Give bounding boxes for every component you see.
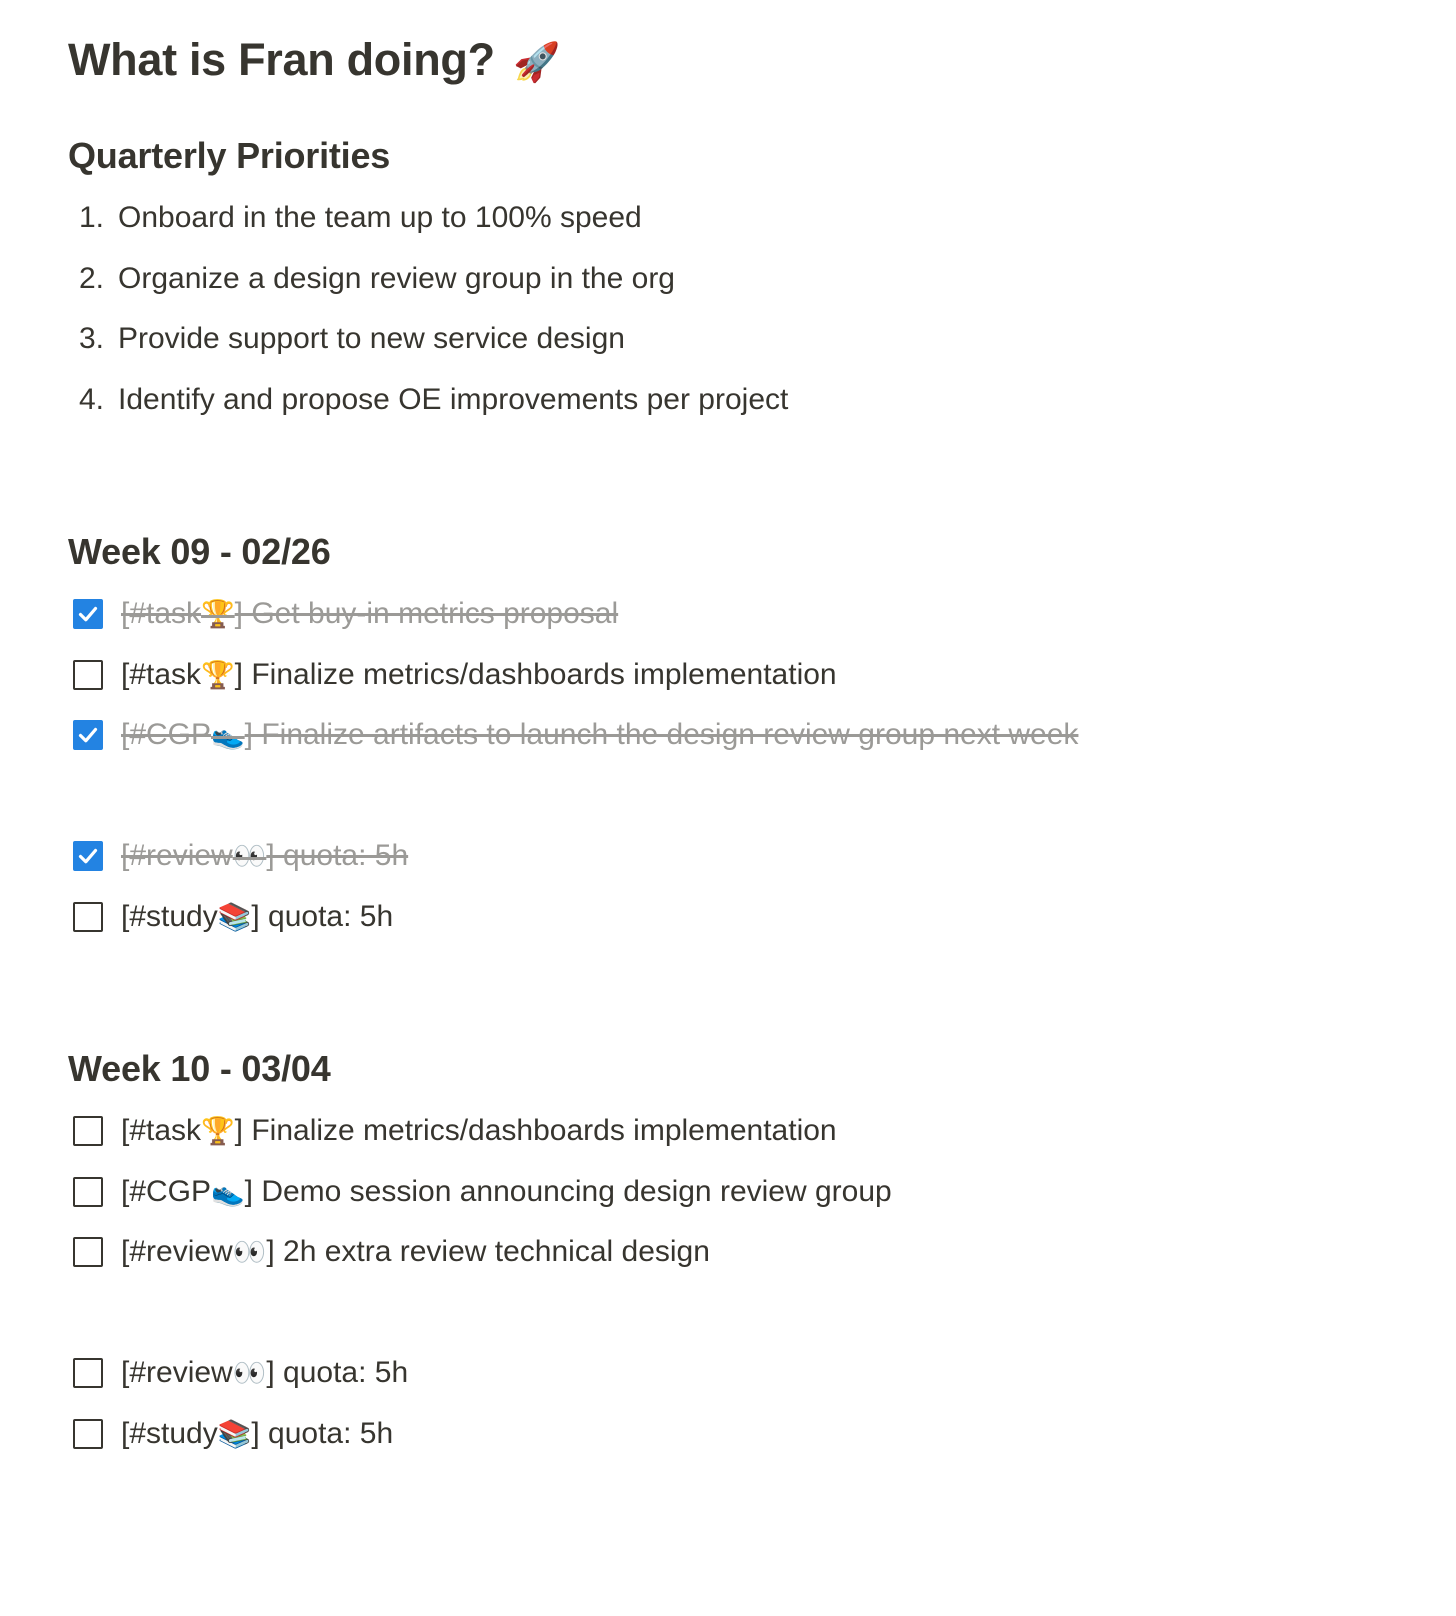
todo-checkbox[interactable] (73, 902, 103, 932)
trophy-icon: 🏆 (201, 660, 235, 690)
books-icon: 📚 (217, 902, 252, 932)
list-item-text: Identify and propose OE improvements per project (118, 383, 789, 416)
todo-item[interactable] (68, 834, 408, 878)
books-icon: 📚 (217, 1419, 252, 1449)
todo-description: ] quota: 5h (266, 839, 409, 872)
todo-description: ] Finalize metrics/dashboards implementation (234, 1114, 837, 1147)
quarterly-priorities-heading: Quarterly Priorities (68, 135, 391, 176)
rocket-icon: 🚀 (512, 42, 560, 84)
todo-text (121, 1230, 710, 1274)
todo-tag: [#review (121, 839, 233, 872)
list-item[interactable] (65, 196, 642, 240)
list-item-text: Onboard in the team up to 100% speed (118, 201, 642, 234)
todo-checkbox[interactable] (73, 1419, 103, 1449)
list-item[interactable] (65, 378, 788, 422)
todo-tag: [#CGP (121, 718, 212, 751)
todo-text (121, 592, 618, 636)
todo-tag: [#task (121, 597, 202, 630)
todo-checkbox[interactable] (73, 660, 103, 690)
todo-checkbox[interactable] (73, 1177, 103, 1207)
todo-text (121, 713, 1078, 757)
todo-checkbox[interactable] (73, 1358, 103, 1388)
sneaker-icon: 👟 (211, 1177, 245, 1207)
todo-item[interactable] (68, 1351, 408, 1395)
todo-description: ] 2h extra review technical design (266, 1235, 710, 1268)
eyes-icon: 👀 (232, 1237, 267, 1267)
todo-tag: [#study (121, 900, 218, 933)
todo-description: ] Finalize metrics/dashboards implementation (234, 658, 837, 691)
sneaker-icon: 👟 (211, 720, 245, 750)
todo-tag: [#study (121, 1417, 218, 1450)
list-item[interactable] (65, 257, 675, 301)
todo-description: ] quota: 5h (251, 1417, 394, 1450)
todo-item[interactable] (68, 1412, 393, 1456)
list-number: 3. (78, 322, 105, 355)
list-number: 1. (78, 201, 105, 234)
todo-description: ] Get buy-in metrics proposal (234, 597, 619, 630)
list-number: 4. (78, 383, 105, 416)
list-item[interactable] (65, 317, 625, 361)
todo-checkbox[interactable] (73, 841, 103, 871)
week-10-heading: Week 10 - 03/04 (68, 1048, 331, 1089)
todo-description: ] Demo session announcing design review group (244, 1175, 892, 1208)
todo-description: ] quota: 5h (251, 900, 394, 933)
todo-checkbox[interactable] (73, 1237, 103, 1267)
todo-tag: [#task (121, 658, 202, 691)
todo-text (121, 834, 408, 878)
todo-tag: [#task (121, 1114, 202, 1147)
trophy-icon: 🏆 (201, 1116, 235, 1146)
todo-description: ] Finalize artifacts to launch the design review group next week (244, 718, 1079, 751)
todo-item[interactable] (68, 1170, 892, 1214)
todo-item[interactable] (68, 1230, 710, 1274)
list-item-text: Organize a design review group in the org (118, 262, 675, 295)
page-title[interactable] (68, 30, 560, 93)
todo-text (121, 1351, 408, 1395)
todo-item[interactable] (68, 713, 1078, 757)
todo-tag: [#CGP (121, 1175, 212, 1208)
todo-checkbox[interactable] (73, 599, 103, 629)
todo-item[interactable] (68, 592, 618, 636)
todo-text (121, 653, 837, 697)
todo-item[interactable] (68, 1109, 837, 1153)
list-number: 2. (78, 262, 105, 295)
todo-item[interactable] (68, 895, 393, 939)
todo-checkbox[interactable] (73, 720, 103, 750)
todo-text (121, 1412, 393, 1456)
page-title-text: What is Fran doing? (68, 34, 495, 85)
todo-checkbox[interactable] (73, 1116, 103, 1146)
todo-text (121, 895, 393, 939)
todo-text (121, 1109, 837, 1153)
todo-item[interactable] (68, 653, 837, 697)
todo-tag: [#review (121, 1356, 233, 1389)
todo-description: ] quota: 5h (266, 1356, 409, 1389)
week-09-heading: Week 09 - 02/26 (68, 531, 331, 572)
eyes-icon: 👀 (232, 1358, 267, 1388)
todo-text (121, 1170, 892, 1214)
trophy-icon: 🏆 (201, 599, 235, 629)
eyes-icon: 👀 (232, 841, 267, 871)
todo-tag: [#review (121, 1235, 233, 1268)
list-item-text: Provide support to new service design (118, 322, 625, 355)
